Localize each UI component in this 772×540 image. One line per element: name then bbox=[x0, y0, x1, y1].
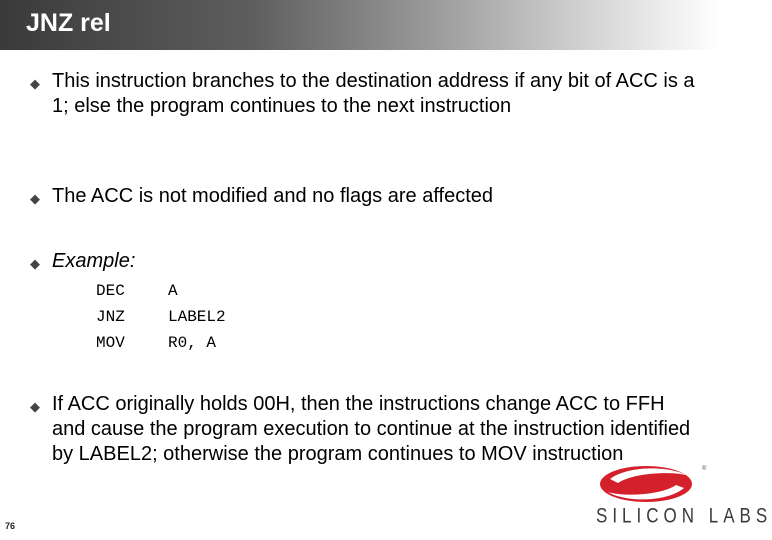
slide-title: JNZ rel bbox=[26, 9, 111, 37]
title-bar bbox=[0, 0, 720, 50]
logo-swoosh-icon bbox=[590, 462, 715, 506]
bullet-icon: ◆ bbox=[30, 191, 40, 206]
bullet-text: If ACC originally holds 00H, then the instructions change ACC to FFH and cause the program execution to continue at the instruction identified by LABEL2; otherwise the program continues to MOV instruction bbox=[52, 393, 691, 465]
code-operand: R0, A bbox=[168, 334, 217, 352]
bullet-1 bbox=[30, 69, 700, 119]
bullet-icon: ◆ bbox=[30, 76, 40, 91]
bullet-text: The ACC is not modified and no flags are affected bbox=[52, 185, 494, 207]
bullet-3 bbox=[30, 392, 700, 467]
code-line bbox=[96, 278, 226, 304]
logo-wordmark: SILICON LABS bbox=[596, 503, 772, 528]
bullet-example bbox=[30, 249, 700, 274]
bullet-2 bbox=[30, 184, 700, 209]
page-number: 76 bbox=[5, 521, 16, 531]
code-example bbox=[96, 278, 226, 356]
code-opcode: MOV bbox=[96, 334, 125, 352]
silicon-labs-logo bbox=[590, 462, 772, 534]
bullet-text: This instruction branches to the destination address if any bit of ACC is a 1; else the program continues to the next instruction bbox=[52, 70, 695, 117]
bullet-icon: ◆ bbox=[30, 399, 40, 414]
svg-text:®: ® bbox=[702, 466, 707, 472]
code-line bbox=[96, 330, 226, 356]
code-opcode: JNZ bbox=[96, 308, 125, 326]
example-label: Example: bbox=[52, 250, 136, 272]
code-opcode: DEC bbox=[96, 282, 125, 300]
bullet-icon: ◆ bbox=[30, 256, 40, 271]
code-line bbox=[96, 304, 226, 330]
code-operand: LABEL2 bbox=[168, 308, 226, 326]
code-operand: A bbox=[168, 282, 178, 300]
